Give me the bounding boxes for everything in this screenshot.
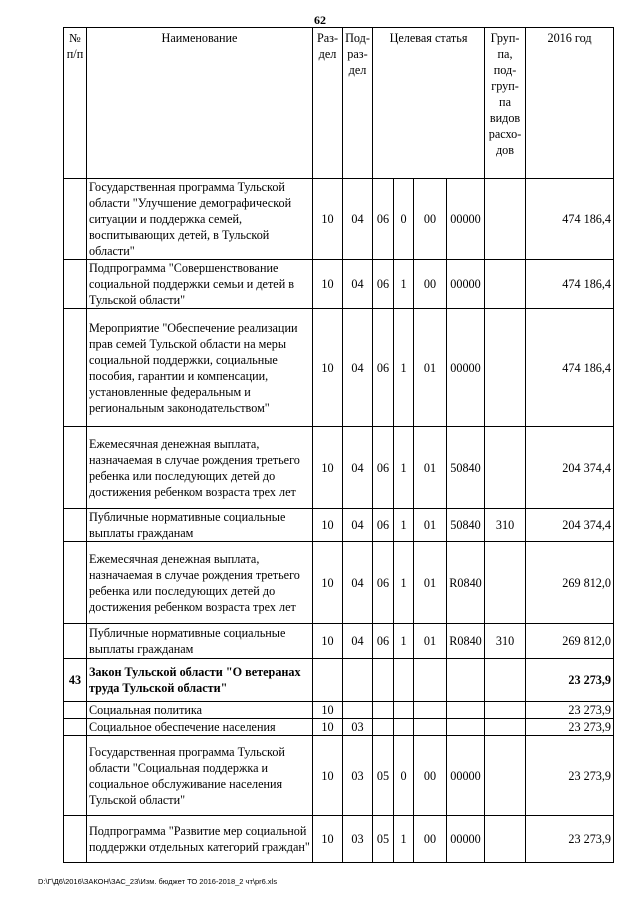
row-target-subprogram <box>394 659 414 702</box>
row-razdel: 10 <box>313 427 343 509</box>
row-amount: 204 374,4 <box>526 509 614 542</box>
row-amount: 269 812,0 <box>526 542 614 624</box>
row-podrazdel: 04 <box>343 179 373 260</box>
row-number <box>64 624 87 659</box>
header-name: Наименование <box>87 28 313 179</box>
row-target-code: R0840 <box>447 542 485 624</box>
row-target-program <box>373 659 394 702</box>
row-target-subprogram <box>394 702 414 719</box>
row-number <box>64 427 87 509</box>
row-target-event: 00 <box>414 736 447 816</box>
table-row <box>64 542 614 624</box>
row-number <box>64 702 87 719</box>
row-amount: 23 273,9 <box>526 816 614 863</box>
row-podrazdel <box>343 659 373 702</box>
header-razdel: Раз-дел <box>313 28 343 179</box>
row-podrazdel: 04 <box>343 509 373 542</box>
row-target-program: 06 <box>373 624 394 659</box>
header-target: Целевая статья <box>373 28 485 179</box>
row-name: Публичные нормативные социальные выплаты гражданам <box>87 509 313 542</box>
row-number <box>64 816 87 863</box>
row-target-program: 06 <box>373 309 394 427</box>
row-target-code: 00000 <box>447 179 485 260</box>
row-razdel <box>313 659 343 702</box>
row-target-event: 00 <box>414 260 447 309</box>
row-podrazdel <box>343 702 373 719</box>
row-razdel: 10 <box>313 542 343 624</box>
table-row <box>64 702 614 719</box>
row-number <box>64 736 87 816</box>
row-target-event: 01 <box>414 624 447 659</box>
row-target-subprogram: 1 <box>394 509 414 542</box>
row-podrazdel: 03 <box>343 719 373 736</box>
row-name: Закон Тульской области "О ветеранах труда Тульской области" <box>87 659 313 702</box>
row-name: Государственная программа Тульской области "Улучшение демографической ситуации и поддержка семей, воспитывающих детей, в Тульской области" <box>87 179 313 260</box>
table-row <box>64 509 614 542</box>
row-target-event: 01 <box>414 309 447 427</box>
row-target-program: 06 <box>373 542 394 624</box>
row-target-program: 06 <box>373 260 394 309</box>
row-razdel: 10 <box>313 816 343 863</box>
row-amount: 23 273,9 <box>526 659 614 702</box>
row-target-program: 05 <box>373 816 394 863</box>
row-number: 43 <box>64 659 87 702</box>
row-target-event: 01 <box>414 509 447 542</box>
row-podrazdel: 03 <box>343 816 373 863</box>
row-number <box>64 179 87 260</box>
row-target-program: 05 <box>373 736 394 816</box>
row-expense-group <box>485 260 526 309</box>
row-expense-group <box>485 179 526 260</box>
table-row <box>64 624 614 659</box>
row-target-subprogram: 1 <box>394 309 414 427</box>
row-expense-group <box>485 309 526 427</box>
row-name: Государственная программа Тульской области "Социальная поддержка и социальное обслуживание населения Тульской области" <box>87 736 313 816</box>
row-target-code: 50840 <box>447 509 485 542</box>
row-target-event: 01 <box>414 427 447 509</box>
row-amount: 474 186,4 <box>526 309 614 427</box>
row-target-code: 00000 <box>447 816 485 863</box>
header-group: Груп-па, под-груп-па видов расхо-дов <box>485 28 526 179</box>
row-expense-group: 310 <box>485 509 526 542</box>
row-razdel: 10 <box>313 309 343 427</box>
row-target-program <box>373 702 394 719</box>
table-row <box>64 659 614 702</box>
row-target-subprogram: 1 <box>394 542 414 624</box>
row-expense-group <box>485 816 526 863</box>
row-target-event: 00 <box>414 816 447 863</box>
row-target-subprogram <box>394 719 414 736</box>
row-podrazdel: 04 <box>343 309 373 427</box>
header-podrazdel: Под-раз-дел <box>343 28 373 179</box>
row-target-code: R0840 <box>447 624 485 659</box>
header-row <box>64 28 614 179</box>
row-target-code: 50840 <box>447 427 485 509</box>
row-name: Мероприятие "Обеспечение реализации прав семей Тульской области на меры социальной поддержки, социальные пособия, гарантии и компенсации, установленные федеральным и региональным законодательством" <box>87 309 313 427</box>
row-target-program: 06 <box>373 179 394 260</box>
row-razdel: 10 <box>313 179 343 260</box>
row-number <box>64 260 87 309</box>
row-amount: 23 273,9 <box>526 702 614 719</box>
row-target-code: 00000 <box>447 309 485 427</box>
row-target-code <box>447 719 485 736</box>
row-podrazdel: 04 <box>343 427 373 509</box>
row-amount: 204 374,4 <box>526 427 614 509</box>
row-name: Ежемесячная денежная выплата, назначаемая в случае рождения третьего ребенка или последующих детей до достижения ребенком возраста трех лет <box>87 542 313 624</box>
row-expense-group <box>485 702 526 719</box>
row-amount: 269 812,0 <box>526 624 614 659</box>
row-target-event <box>414 702 447 719</box>
row-razdel: 10 <box>313 719 343 736</box>
row-target-subprogram: 1 <box>394 427 414 509</box>
table-row <box>64 427 614 509</box>
row-target-event: 00 <box>414 179 447 260</box>
row-name: Ежемесячная денежная выплата, назначаемая в случае рождения третьего ребенка или последующих детей до достижения ребенком возраста трех лет <box>87 427 313 509</box>
row-expense-group <box>485 719 526 736</box>
row-name: Подпрограмма "Развитие мер социальной поддержки отдельных категорий граждан" <box>87 816 313 863</box>
row-target-program: 06 <box>373 509 394 542</box>
row-razdel: 10 <box>313 509 343 542</box>
row-target-program: 06 <box>373 427 394 509</box>
row-razdel: 10 <box>313 260 343 309</box>
row-expense-group: 310 <box>485 624 526 659</box>
row-razdel: 10 <box>313 624 343 659</box>
row-target-subprogram: 1 <box>394 260 414 309</box>
row-target-subprogram: 1 <box>394 816 414 863</box>
row-target-subprogram: 1 <box>394 624 414 659</box>
row-amount: 474 186,4 <box>526 179 614 260</box>
row-expense-group <box>485 542 526 624</box>
row-name: Социальное обеспечение населения <box>87 719 313 736</box>
row-name: Публичные нормативные социальные выплаты гражданам <box>87 624 313 659</box>
row-number <box>64 509 87 542</box>
table-row <box>64 260 614 309</box>
row-target-code <box>447 659 485 702</box>
row-target-event <box>414 659 447 702</box>
row-name: Подпрограмма "Совершенствование социальной поддержки семьи и детей в Тульской области" <box>87 260 313 309</box>
row-expense-group <box>485 736 526 816</box>
row-razdel: 10 <box>313 736 343 816</box>
row-target-code: 00000 <box>447 260 485 309</box>
row-podrazdel: 04 <box>343 624 373 659</box>
row-amount: 474 186,4 <box>526 260 614 309</box>
row-podrazdel: 03 <box>343 736 373 816</box>
row-expense-group <box>485 659 526 702</box>
table-row <box>64 309 614 427</box>
table-row <box>64 719 614 736</box>
table-row <box>64 736 614 816</box>
row-target-program <box>373 719 394 736</box>
row-name: Социальная политика <box>87 702 313 719</box>
row-expense-group <box>485 427 526 509</box>
row-razdel: 10 <box>313 702 343 719</box>
row-target-event: 01 <box>414 542 447 624</box>
file-path-footer: D:\Г\Д6\2016\ЗАКОН\ЗАС_23\Изм. бюджет ТО 2016-2018_2 чт\pr6.xls <box>38 877 278 886</box>
row-target-code: 00000 <box>447 736 485 816</box>
row-podrazdel: 04 <box>343 542 373 624</box>
table-row <box>64 179 614 260</box>
row-amount: 23 273,9 <box>526 719 614 736</box>
row-podrazdel: 04 <box>343 260 373 309</box>
row-target-event <box>414 719 447 736</box>
table-row <box>64 816 614 863</box>
page-number: 62 <box>314 13 326 27</box>
row-target-subprogram: 0 <box>394 736 414 816</box>
header-year: 2016 год <box>526 28 614 179</box>
row-amount: 23 273,9 <box>526 736 614 816</box>
row-number <box>64 309 87 427</box>
header-num: № п/п <box>64 28 87 179</box>
row-target-code <box>447 702 485 719</box>
row-target-subprogram: 0 <box>394 179 414 260</box>
row-number <box>64 542 87 624</box>
row-number <box>64 719 87 736</box>
budget-table <box>63 27 614 863</box>
